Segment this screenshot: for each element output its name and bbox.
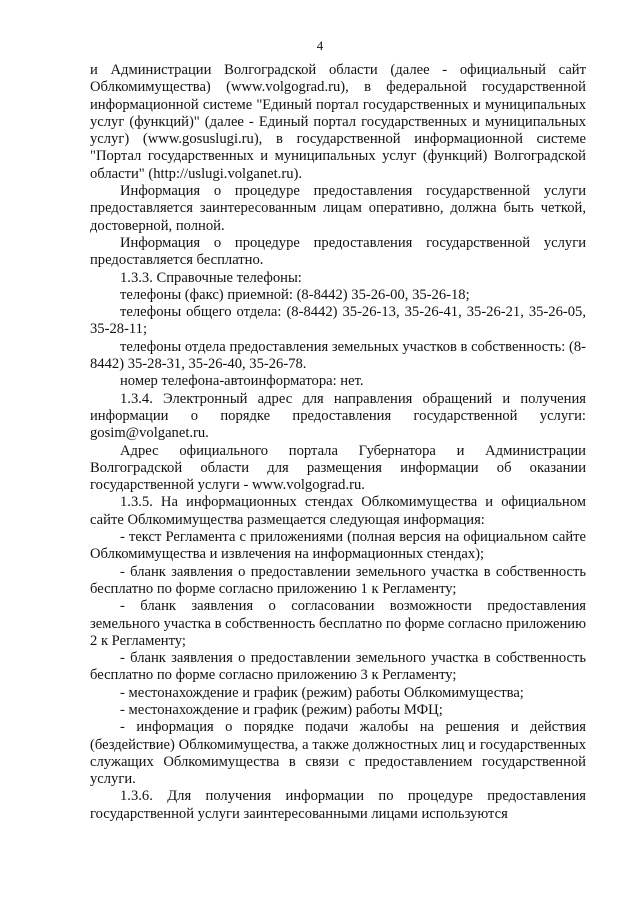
paragraph: 1.3.3. Справочные телефоны:	[120, 269, 302, 286]
paragraph: 1.3.5. На информационных стендах Облкомимущества и официальном сайте Облкомимущества размещается следующая информация:	[90, 494, 586, 528]
paragraph: телефоны отдела предоставления земельных участков в собственность: (8-8442) 35-28-31, 35-26-40, 35-26-78.	[90, 338, 586, 373]
paragraph: - местонахождение и график (режим) работы Облкомимущества;	[120, 684, 524, 701]
paragraph: - бланк заявления о предоставлении земельного участка в собственность бесплатно по форме согласно приложению 3 к Регламенту;	[90, 650, 586, 684]
paragraph: и Администрации Волгоградской области (далее - официальный сайт Облкомимущества) (www.volgograd.ru), в федеральной государственной информационной системе "Единый портал государственных и муниципальных услуг (функций)" (далее - Единый портал государственных и муниципальных услуг) (www.gosuslugi.ru), в государственной информационной системе "Портал государственных и муниципальных услуг (функций) Волгоградской области" (http://uslugi.volganet.ru).	[90, 62, 586, 182]
paragraph: - информация о порядке подачи жалобы на решения и действия (бездействие) Облкомимущества, а также должностных лиц и государственных служащих Облкомимущества в связи с предоставлением государственной услуги.	[90, 719, 586, 788]
page-number: 4	[316, 38, 324, 53]
document-body	[90, 62, 586, 823]
paragraph: 1.3.4. Электронный адрес для направления обращений и получения информации о порядке предоставления государственной услуги: gosim@volganet.ru.	[90, 390, 586, 442]
paragraph: Информация о процедуре предоставления государственной услуги предоставляется заинтересованным лицам оперативно, должна быть четкой, достоверной, полной.	[90, 183, 586, 234]
paragraph: телефоны общего отдела: (8-8442) 35-26-13, 35-26-41, 35-26-21, 35-26-05, 35-28-11;	[90, 304, 586, 338]
paragraph: - бланк заявления о согласовании возможности предоставления земельного участка в собственность бесплатно по форме согласно приложению 2 к Регламенту;	[90, 598, 586, 649]
paragraph: телефоны (факс) приемной: (8-8442) 35-26-00, 35-26-18;	[120, 286, 470, 303]
paragraph: номер телефона-автоинформатора: нет.	[120, 373, 364, 390]
paragraph: 1.3.6. Для получения информации по процедуре предоставления государственной услуги заинтересованными лицами используются	[90, 788, 586, 822]
paragraph: - местонахождение и график (режим) работы МФЦ;	[120, 701, 443, 718]
paragraph: Информация о процедуре предоставления государственной услуги предоставляется бесплатно.	[90, 234, 586, 269]
paragraph: - бланк заявления о предоставлении земельного участка в собственность бесплатно по форме согласно приложению 1 к Регламенту;	[90, 563, 586, 597]
paragraph: Адрес официального портала Губернатора и Администрации Волгоградской области для размещения информации об оказании государственной услуги - www.volgograd.ru.	[90, 442, 586, 494]
paragraph: - текст Регламента с приложениями (полная версия на официальном сайте Облкомимущества и извлечения на информационных стендах);	[90, 529, 586, 563]
